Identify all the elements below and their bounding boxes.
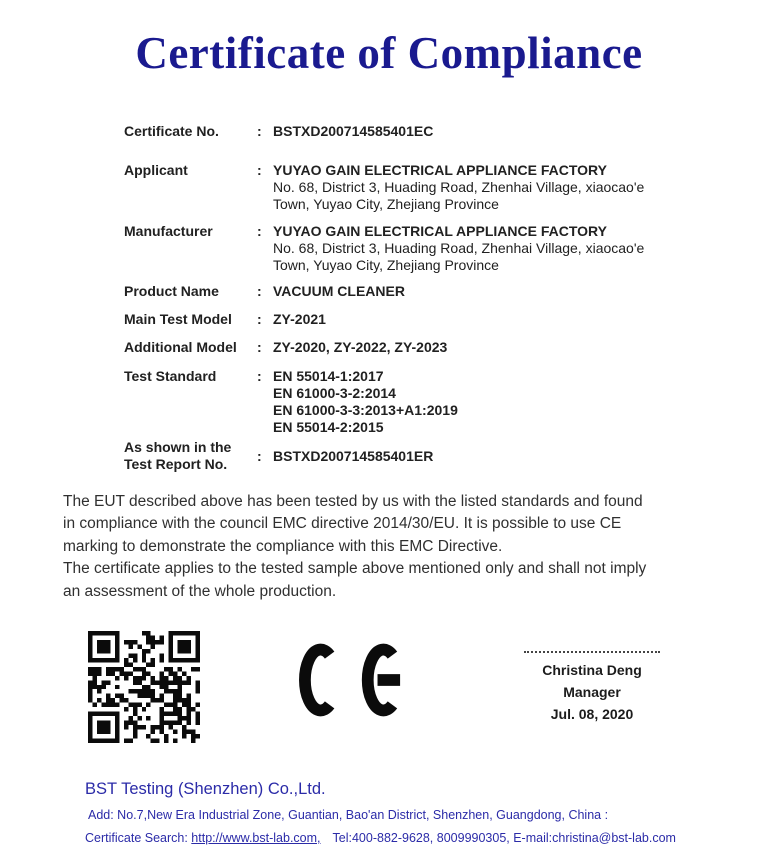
manufacturer-value <box>273 223 778 274</box>
field-label <box>124 439 257 473</box>
declaration-line1: The EUT described above has been tested by us with the listed standards and found <box>63 493 643 510</box>
field-label: Manufacturer <box>124 223 213 239</box>
field-label: Main Test Model <box>124 311 232 327</box>
field-row-main-test-model <box>124 311 778 328</box>
field-row-additional-model <box>124 339 778 356</box>
footer <box>0 779 778 846</box>
footer-search-line <box>85 831 778 846</box>
certificate-number: BSTXD200714585401EC <box>273 123 434 139</box>
test-standard-4: EN 55014-2:2015 <box>273 419 384 435</box>
field-colon: : <box>257 447 262 464</box>
field-colon: : <box>257 123 262 139</box>
test-standard-list <box>273 368 778 436</box>
ce-mark-icon <box>299 642 405 723</box>
field-label: Product Name <box>124 283 219 299</box>
certificate-search-label: Certificate Search: <box>85 831 192 845</box>
footer-address: Add: No.7,New Era Industrial Zone, Guantian, Bao'an District, Shenzhen, Guangdong, China : <box>88 808 609 822</box>
applicant-value <box>273 162 778 213</box>
page-title: Certificate of Compliance <box>135 28 643 78</box>
product-name-value: VACUUM CLEANER <box>273 283 405 299</box>
test-report-label-line1: As shown in the <box>124 439 232 455</box>
applicant-address-line2: Town, Yuyao City, Zhejiang Province <box>273 196 499 212</box>
field-row-certificate-no <box>124 123 778 140</box>
declaration-line3: marking to demonstrate the compliance with this EMC Directive. <box>63 537 503 555</box>
declaration-line5: an assessment of the whole production. <box>63 582 337 600</box>
footer-company-name: BST Testing (Shenzhen) Co.,Ltd. <box>85 780 326 798</box>
declaration-text <box>63 491 723 603</box>
additional-model-value: ZY-2020, ZY-2022, ZY-2023 <box>273 339 448 355</box>
field-colon: : <box>257 339 262 355</box>
qr-code <box>88 631 200 743</box>
manufacturer-address-line1: No. 68, District 3, Huading Road, Zhenhai Village, xiaocao'e <box>273 240 645 256</box>
field-row-applicant <box>124 162 778 213</box>
manufacturer-address-line2: Town, Yuyao City, Zhejiang Province <box>273 257 499 273</box>
signature-dotted-line <box>524 651 660 653</box>
footer-contact-info: Tel:400-882-9628, 8009990305, E-mail:christina@bst-lab.com <box>332 831 676 845</box>
field-label: Additional Model <box>124 339 237 355</box>
certificate-search-link[interactable]: http://www.bst-lab.com, <box>191 831 321 845</box>
field-row-product-name <box>124 283 778 300</box>
test-report-label-line2: Test Report No. <box>124 456 228 472</box>
test-standard-1: EN 55014-1:2017 <box>273 368 384 384</box>
field-colon: : <box>257 311 262 327</box>
field-colon: : <box>257 223 262 239</box>
field-row-test-report <box>124 439 778 473</box>
field-label: Test Standard <box>124 368 217 384</box>
field-row-test-standard <box>124 368 778 436</box>
field-label: Certificate No. <box>124 123 219 139</box>
field-colon: : <box>257 368 262 384</box>
declaration-line4: The certificate applies to the tested sample above mentioned only and shall not imply <box>63 560 647 578</box>
test-standard-3: EN 61000-3-3:2013+A1:2019 <box>273 402 458 418</box>
test-standard-2: EN 61000-3-2:2014 <box>273 385 396 401</box>
field-colon: : <box>257 162 262 178</box>
main-test-model-value: ZY-2021 <box>273 311 326 327</box>
manufacturer-name: YUYAO GAIN ELECTRICAL APPLIANCE FACTORY <box>273 223 607 239</box>
stamp-row <box>88 631 778 743</box>
signatory-role: Manager <box>563 684 621 701</box>
applicant-name: YUYAO GAIN ELECTRICAL APPLIANCE FACTORY <box>273 162 607 178</box>
signature-date: Jul. 08, 2020 <box>550 706 634 723</box>
field-colon: : <box>257 283 262 299</box>
field-row-manufacturer <box>124 223 778 274</box>
signatory-name: Christina Deng <box>542 662 642 679</box>
applicant-address-line1: No. 68, District 3, Huading Road, Zhenhai Village, xiaocao'e <box>273 179 645 195</box>
signature-block <box>509 651 675 725</box>
field-label: Applicant <box>124 162 188 178</box>
declaration-line2: in compliance with the council EMC directive 2014/30/EU. It is possible to use CE <box>63 515 622 533</box>
certificate-details <box>124 123 778 473</box>
test-report-number: BSTXD200714585401ER <box>273 447 434 464</box>
